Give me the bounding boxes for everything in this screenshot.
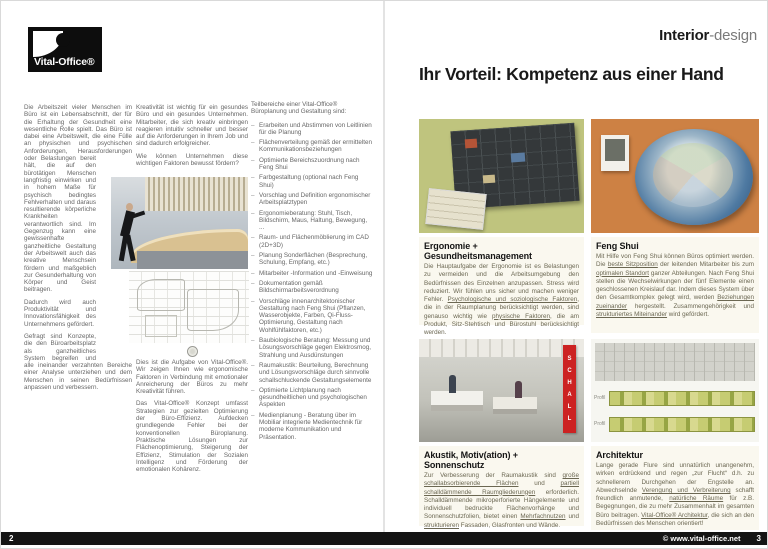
architektur-text-panel — [591, 446, 759, 530]
paragraph: Gefragt sind Konzepte, die den Büroarbeitsplatz als ganzheitliches System begreifen und alle ineinander verzahnten Bereiche einer Analyse unterziehen und dem Menschen in seinen Bedürfnissen anpassen und verbessern. — [24, 332, 132, 391]
tile-heading: Akustik, Motiv(ation) + Sonnenschutz — [424, 450, 518, 470]
section-label — [659, 27, 757, 44]
list-item: – Dokumentation gemäß Bildschirmarbeitsverordnung — [251, 280, 373, 295]
logo-wordmark: Vital-Office® — [34, 56, 95, 68]
paragraph: Die Arbeitszeit vieler Menschen im Büro ist ein Lebensabschnitt, der für die Erhaltung der Gesundheit eine wesentliche Rolle spielt. Das Büro ist dabei eine Arbeitswelt, die eine Fülle an physischen und psychischen Anforderungen, Herausforderungen oder Belastungen bereit hält, die auf den bürotätigen Menschen langfristig einwirken und in hohem Maße für psychisch bedingtes Fehlverhalten und daraus resultierende körperliche Krankheiten verantwortlich sind. Im Gegenzug kann eine gewissenhafte ganzheitliche Gestaltung der Arbeitswelt auch das kreative Menschsein fördern und maßgeblich zur Gesunderhaltung von Körper und Geist beitragen. — [24, 104, 132, 294]
sketch-room — [137, 279, 185, 311]
sketch-room — [145, 315, 177, 337]
ceiling-panels — [419, 339, 584, 357]
text-segment: für z.B. Begegnungen, die zu mehr Zusammenhalt im gesamten Büro beitragen. — [596, 495, 755, 519]
paragraph: Das Vital-Office® Konzept umfasst Strategien zur gezielten Optimierung der Büro-Effizienz. Aufdecken grundlegende Fehler bei der konventionellen Büroplanung. Praktische Lösungen zur Flächenoptimierung, Steigerung der Effizienz, Stimulation der Sozialen Intelligenz und Förderung der emotionalen Kohärenz. — [136, 400, 248, 474]
list-item: – Raum- und Flächenmöblierung im CAD (2D+3D) — [251, 234, 373, 249]
list-item: – Ergonomieberatung: Stuhl, Tisch, Bildschirm, Maus, Haltung, Bewegung, ... — [251, 210, 373, 232]
vital-office-logo — [28, 27, 102, 72]
inline-link[interactable]: partiell schalldämmende Raumgliederungen — [424, 480, 579, 496]
inline-link[interactable]: Beziehungen zueinander — [596, 294, 754, 310]
floor-plan-strip — [609, 417, 755, 432]
text-segment: Zur Verbesserung der Raumakustik sind — [424, 472, 563, 479]
inline-link[interactable]: große schallabsorbierende Flächen — [424, 472, 579, 488]
text-segment: ganzer Abteilungen. Nach Feng Shui stellen die Wechselwirkungen der fünf Elemente einen geschlossenen Kreislauf dar. Indem dieses System über den Gesamtkomplex gelegt wird, werden — [596, 269, 754, 302]
list-item: – Vorschlag und Definition ergonomischer Arbeitsplatztypen — [251, 192, 373, 207]
feng-shui-disc — [635, 129, 753, 225]
list-item: – Erarbeiten und Abstimmen von Leitlinien für die Planung — [251, 122, 373, 137]
text-segment: erforderlich. Schalldämmende mikroperforierte Hängelemente und individuell bedruckte Flächenvorhänge und Sonnenschutzfolien, bietet einen — [424, 488, 579, 521]
furniture-block — [465, 139, 478, 149]
creativity-paragraphs — [136, 104, 248, 167]
text-segment: , die in der Raumplanung berücksichtigt werden, sind genauso wichtig wie — [424, 296, 579, 320]
text-segment: wird gefördert. — [667, 311, 710, 319]
tile-body — [424, 472, 579, 530]
list-item: – Farbgestaltung (optional nach Feng Shui) — [251, 174, 373, 189]
feng-shui-text-panel — [591, 237, 759, 333]
office-photo — [111, 177, 248, 269]
tile-heading: Architektur — [596, 450, 643, 460]
paragraph: Wie können Unternehmen diese wichtigen Faktoren bewusst fördern? — [136, 152, 248, 168]
inline-link[interactable]: Psychologische und soziologische Faktoren — [447, 296, 578, 304]
akustik-text-panel — [419, 446, 584, 529]
desk-front-panel — [137, 251, 248, 269]
text-segment: , die am Produkt, Sitz-Stehtisch und Bürostuhl berücksichtigt werden. — [424, 312, 579, 337]
tile-heading: Ergonomie + Gesundheitsmanagement — [424, 241, 532, 261]
furniture-block — [511, 153, 526, 163]
inline-link[interactable]: Verengung und Verbreiterung — [641, 486, 731, 494]
inline-link[interactable]: beste Sitzposition — [607, 261, 658, 269]
inline-link[interactable]: strukturiertes Miteinander — [596, 311, 668, 319]
man-leg — [125, 235, 135, 261]
schall-banner-text: SCHALL — [567, 356, 572, 422]
small-photo — [601, 135, 629, 171]
copyright: © www.vital-office.net — [662, 534, 741, 543]
paragraph: Dadurch wird auch Produktivität und Innovationsfähigkeit des Unternehmens gefördert. — [24, 298, 96, 328]
ergonomie-image — [419, 119, 584, 233]
logo-mark-icon — [33, 31, 63, 57]
services-column — [251, 101, 373, 444]
text-segment: Lange gerade Flure sind unnatürlich unangenehm, wirken erdrückend und regen „zur Flucht“ d.h. zu schnellerem Durchgehen der Engstelle an. Abwechselnde — [596, 462, 754, 494]
list-item: – Vorschläge innenarchitektonischer Gestaltung nach Feng Shui (Pflanzen, Wasserobjekte, Farben, Qi-Fluss-Optimierung, Gestaltung nach Wohlfühlfaktoren, etc.) — [251, 298, 373, 334]
list-item: – Medienplanung - Beratung über im Mobiliar integrierte Medientechnik für moderne Kommunikation und Präsentation. — [251, 412, 373, 441]
plan-sheet — [425, 188, 486, 230]
seal-stamp-icon — [187, 346, 198, 357]
plan-label: Profil — [594, 395, 606, 401]
feng-shui-image — [591, 119, 759, 233]
text-segment: Fassaden, Glasfronten und Wände. — [459, 521, 561, 529]
services-intro: Teilbereiche einer Vital-Office® Büroplanung und Gestaltung sind: — [251, 101, 347, 116]
jumping-man-silhouette — [113, 199, 143, 265]
creativity-column-top — [136, 104, 248, 172]
schall-banner — [563, 345, 576, 433]
plan-label: Profil — [594, 421, 606, 427]
list-item: – Mitarbeiter -Information und -Einweisung — [251, 270, 373, 277]
text-segment: hergestellt. Zusammengehörigkeit und — [627, 302, 754, 310]
page-gutter-divider — [383, 1, 385, 532]
text-segment: und — [565, 513, 579, 521]
text-segment: Die Hauptaufgabe der Ergonomie ist es Belastungen zu vermeiden und die Arbeitsumgebung den Bedürfnissen des Einzelnen anzupassen. Stress wird reduziert. Wir fühlen uns sicher und machen weniger Fehler. — [424, 263, 579, 304]
page-number-right: 3 — [756, 534, 761, 543]
paragraph: Dies ist die Aufgabe von Vital-Office®. Wir zeigen Ihnen wie ergonomische Faktoren in Verbindung mit emotionaler Anreicherung der Büros zu mehr Kreativität führen. — [136, 359, 248, 396]
inline-link[interactable]: physische Faktoren — [492, 312, 550, 320]
person-figure — [449, 375, 456, 393]
services-list — [251, 122, 373, 441]
text-segment: , die sich an den Bedürfnissen des Menschen orientiert! — [596, 511, 755, 528]
window-blinds — [145, 177, 248, 211]
office-desk — [493, 397, 537, 409]
page-title: Ihr Vorteil: Kompetenz aus einer Hand — [419, 64, 724, 84]
list-item: – Optimierte Bereichszuordnung nach Feng Shui — [251, 157, 373, 172]
section-label-bold: Interior — [659, 27, 710, 44]
text-segment: und — [518, 480, 561, 488]
tile-heading: Feng Shui — [596, 241, 639, 251]
paragraph: Kreativität ist wichtig für ein gesundes Büro und ein gesundes Unternehmen. Mitarbeiter, die sich kreativ einbringen reagieren intuitiv schneller und besser auf die Anforderungen in Ihrem Job und sind dadurch erfolgreicher. — [136, 104, 248, 148]
ergonomie-text-panel — [419, 237, 584, 337]
text-segment: Mit Hilfe von Feng Shui können Büros optimiert werden. Die — [596, 253, 754, 269]
inline-link[interactable]: optimalen Standort — [596, 269, 649, 277]
furniture-block — [483, 175, 496, 184]
text-segment: schafft freundlich anmutende, — [596, 486, 754, 503]
inline-link[interactable]: strukturieren — [424, 521, 459, 529]
section-label-light: -design — [709, 27, 757, 44]
list-item: – Optimierte Lichtplanung nach gesundheitlichen und psychologischen Aspekten — [251, 387, 373, 409]
footer-bar — [1, 532, 768, 545]
inline-link[interactable]: Vital-Office® Architektur — [641, 511, 708, 519]
list-item: – Baubiologische Beratung: Messung und Lösungsvorschläge gegen Elektrosmog, Strahlung und Ausdünstungen — [251, 337, 373, 359]
floor-plan-sketch — [129, 271, 249, 343]
akustik-image — [419, 339, 584, 442]
page-number-left: 2 — [9, 534, 14, 543]
list-item: – Planung Sonderflächen (Besprechung, Schulung, Empfang, etc.) — [251, 252, 373, 267]
concept-paragraphs — [136, 359, 248, 473]
tile-body — [596, 253, 754, 319]
tile-body — [424, 263, 579, 338]
text-segment: der leitenden Mitarbeiter bis zum — [657, 261, 755, 269]
architektur-image — [591, 339, 759, 442]
floor-plan-strip — [609, 391, 755, 406]
list-item: – Flächenverteilung gemäß der ermittelten Kommunikationsbeziehungen — [251, 139, 373, 154]
tile-body — [596, 462, 754, 528]
inline-link[interactable]: natürliche Räume — [669, 495, 724, 503]
list-item: – Raumakustik: Beurteilung, Berechnung und Lösungsvorschläge durch sinnvolle schallschluckende Gestaltungselemente — [251, 362, 373, 384]
inline-link[interactable]: Mehrfachnutzen — [520, 513, 566, 521]
concept-column-bottom — [136, 359, 248, 478]
person-figure — [515, 381, 522, 398]
corridor-3d-render — [595, 343, 755, 381]
sketch-room — [187, 289, 239, 331]
office-desk — [431, 391, 483, 405]
